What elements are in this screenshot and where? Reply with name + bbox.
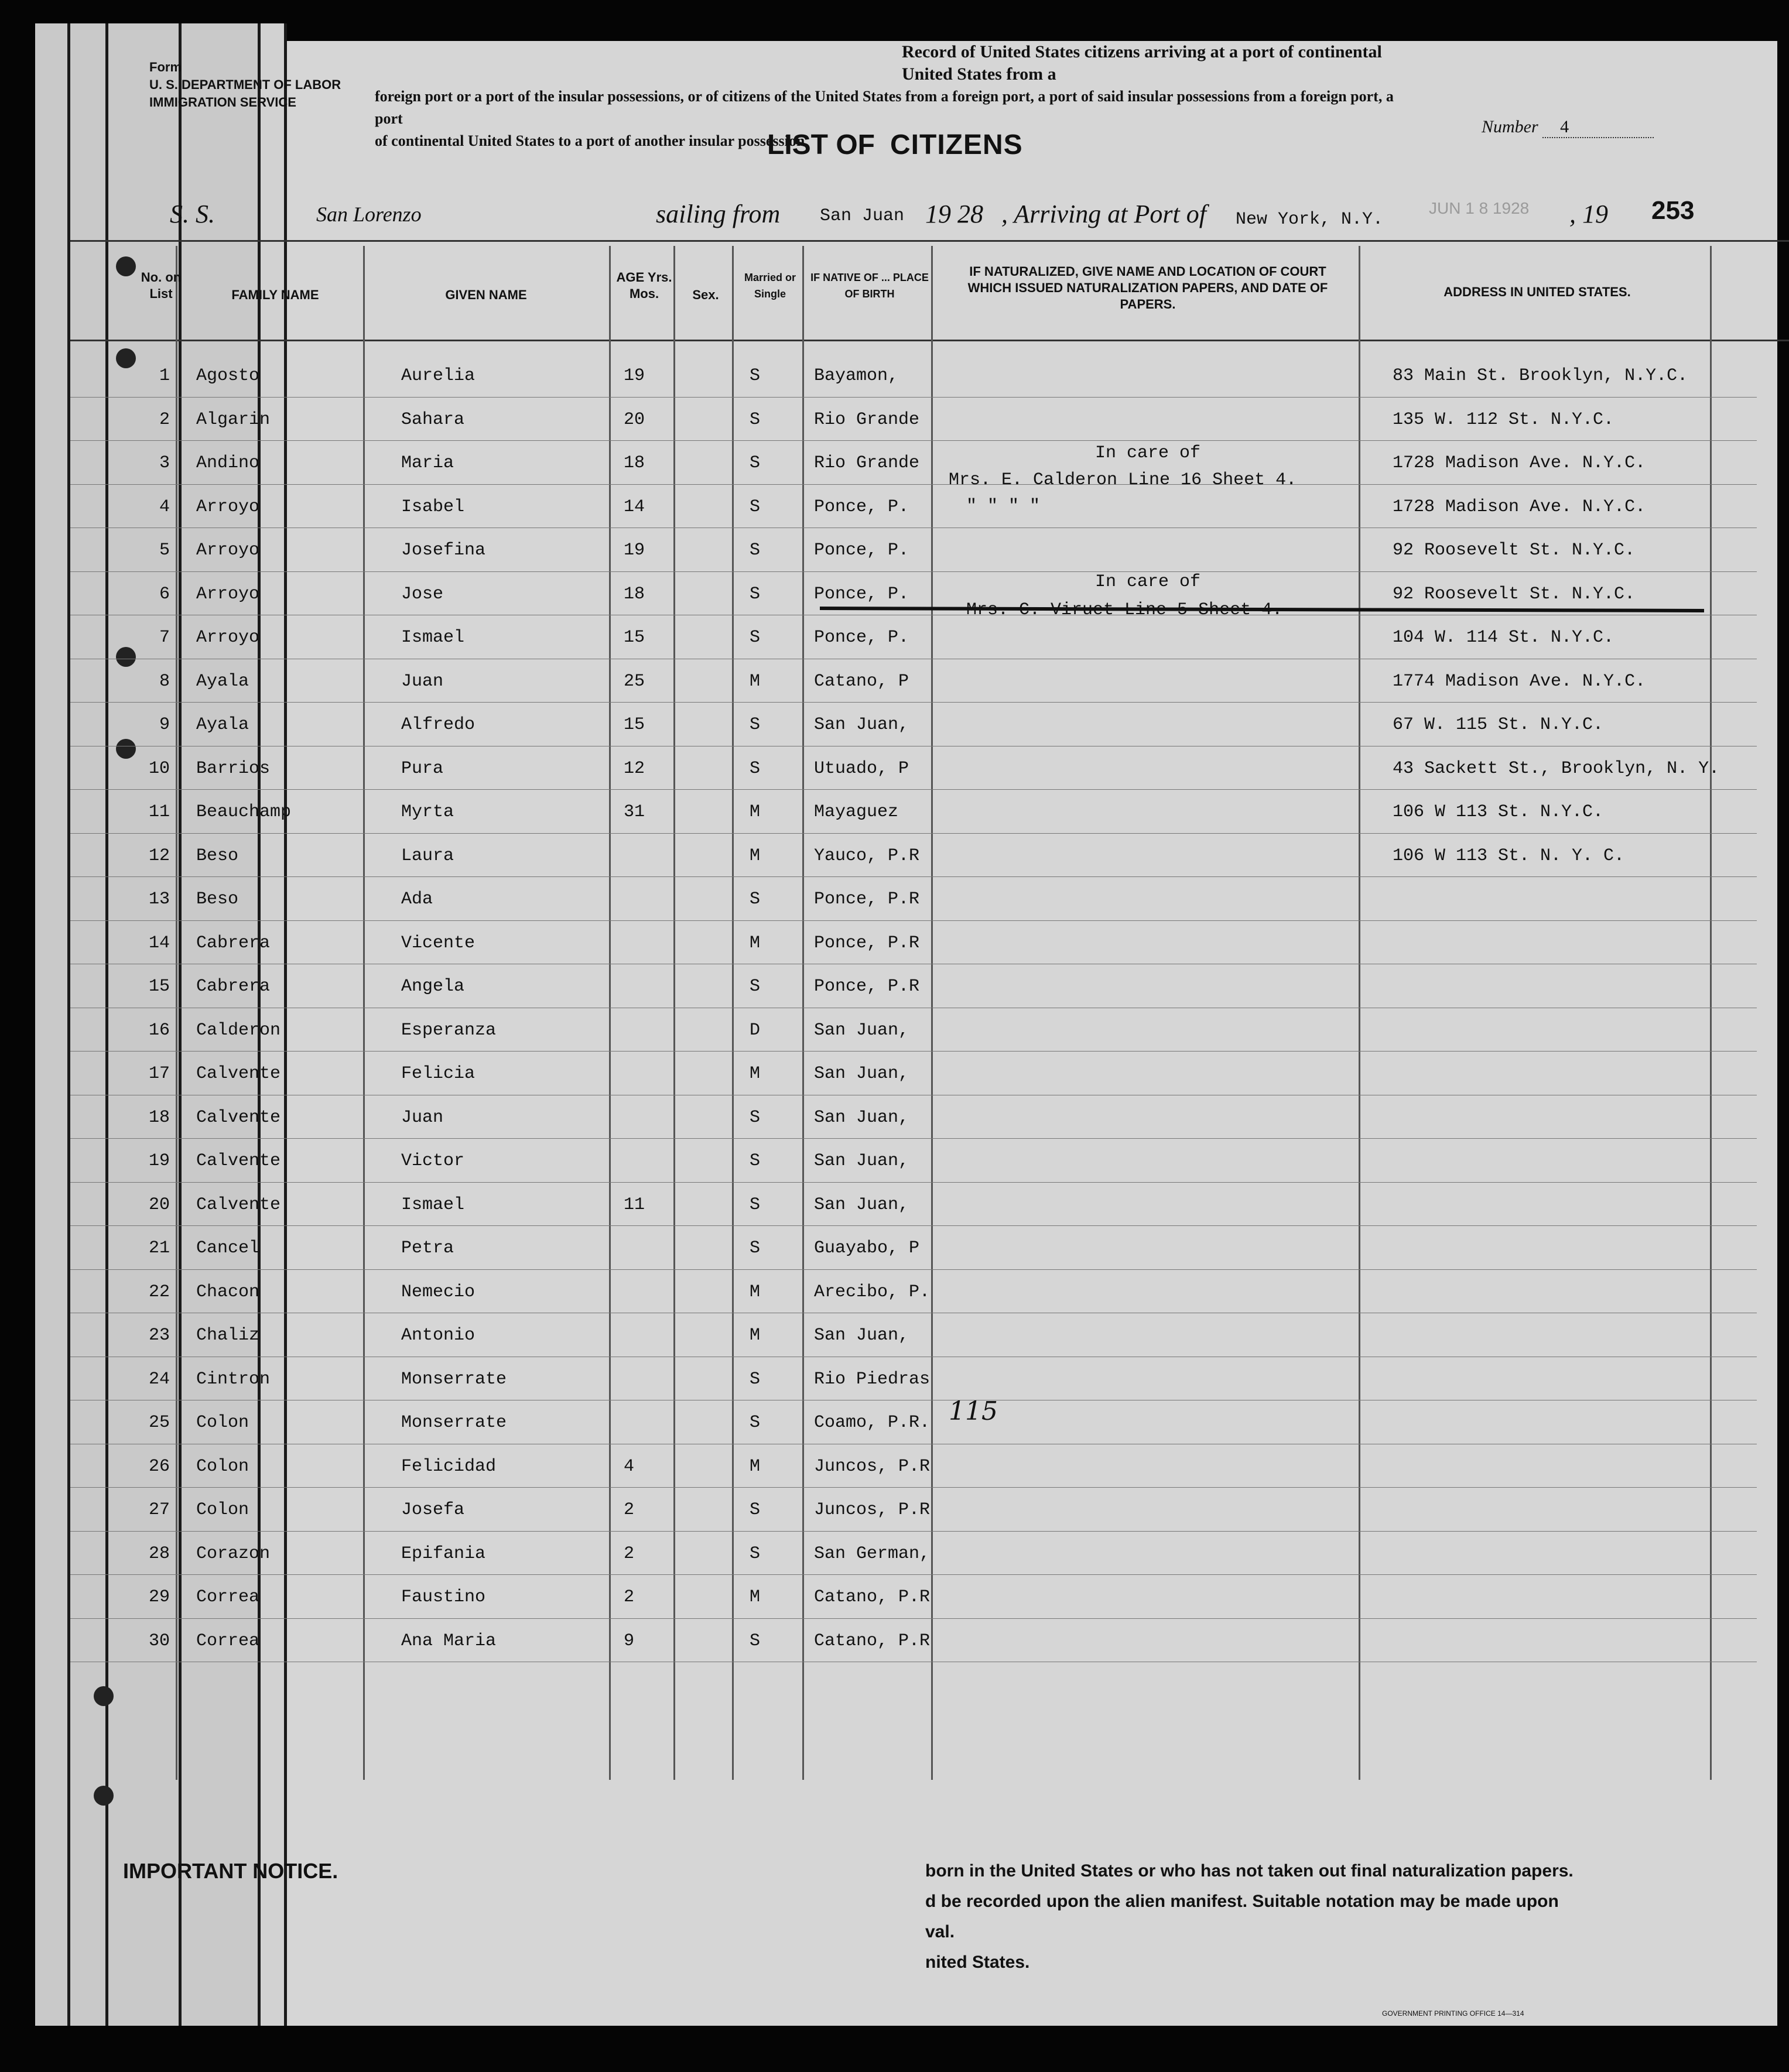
family-name: Cintron bbox=[196, 1369, 271, 1389]
row-rule bbox=[70, 920, 1757, 921]
birthplace: San Juan, bbox=[814, 1151, 909, 1171]
row-rule bbox=[70, 1051, 1757, 1052]
family-name: Algarin bbox=[196, 409, 271, 430]
row-rule bbox=[70, 1225, 1757, 1226]
line-number: 18 bbox=[148, 1107, 170, 1128]
birthplace: San Juan, bbox=[814, 1064, 909, 1084]
given-name: Petra bbox=[401, 1238, 454, 1258]
birthplace: San Juan, bbox=[814, 1020, 909, 1040]
handwritten-number: 115 bbox=[949, 1396, 998, 1426]
birthplace: San Juan, bbox=[814, 715, 909, 735]
row-rule bbox=[70, 1574, 1757, 1575]
sailing-port: San Juan bbox=[820, 206, 905, 226]
age: 25 bbox=[624, 671, 645, 691]
table-row bbox=[70, 1576, 1757, 1619]
line-number: 8 bbox=[159, 671, 170, 691]
marital-status: D bbox=[750, 1020, 761, 1040]
ditto-marks: " " " " bbox=[966, 496, 1041, 516]
given-name: Felicia bbox=[401, 1064, 476, 1084]
family-name: Correa bbox=[196, 1587, 260, 1607]
given-name: Isabel bbox=[401, 496, 465, 517]
line-number: 28 bbox=[148, 1543, 170, 1564]
row-rule bbox=[70, 571, 1757, 572]
line-number: 2 bbox=[159, 409, 170, 430]
marital-status: S bbox=[750, 453, 761, 473]
address: 43 Sackett St., Brooklyn, N. Y. bbox=[1393, 758, 1720, 779]
line-number: 4 bbox=[159, 496, 170, 517]
col-header-family-name: FAMILY NAME bbox=[231, 287, 319, 302]
family-name: Cancel bbox=[196, 1238, 260, 1258]
marital-status: S bbox=[750, 1543, 761, 1564]
line-number: 12 bbox=[148, 845, 170, 866]
marital-status: S bbox=[750, 1238, 761, 1258]
care-note-text: Mrs. E. Calderon Line 16 Sheet 4. bbox=[949, 470, 1297, 490]
table-row bbox=[70, 1009, 1757, 1053]
marital-status: M bbox=[750, 671, 761, 691]
given-name: Sahara bbox=[401, 409, 465, 430]
address: 1728 Madison Ave. N.Y.C. bbox=[1393, 496, 1646, 517]
line-number: 7 bbox=[159, 628, 170, 648]
birthplace: Ponce, P. bbox=[814, 496, 909, 517]
care-note-label: In care of bbox=[1095, 572, 1201, 592]
family-name: Calvente bbox=[196, 1064, 281, 1084]
given-name: Ismael bbox=[401, 628, 465, 648]
family-name: Calderon bbox=[196, 1020, 281, 1040]
header-bottom-rule bbox=[70, 340, 1789, 341]
family-name: Colon bbox=[196, 1500, 249, 1520]
family-name: Cabrera bbox=[196, 933, 271, 953]
given-name: Victor bbox=[401, 1151, 465, 1171]
ship-name: San Lorenzo bbox=[316, 203, 422, 226]
given-name: Antonio bbox=[401, 1326, 476, 1345]
given-name: Juan bbox=[401, 671, 444, 691]
ship-prefix: S. S. bbox=[170, 200, 215, 228]
given-name: Alfredo bbox=[401, 715, 476, 735]
table-row bbox=[70, 354, 1757, 398]
table-row bbox=[70, 1270, 1757, 1314]
given-name: Faustino bbox=[401, 1587, 486, 1607]
address: 83 Main St. Brooklyn, N.Y.C. bbox=[1393, 366, 1688, 386]
family-name: Calvente bbox=[196, 1194, 281, 1215]
row-rule bbox=[70, 440, 1757, 441]
year-label: 19 28 bbox=[925, 200, 983, 228]
line-number: 3 bbox=[159, 453, 170, 473]
birthplace: San Juan, bbox=[814, 1194, 909, 1215]
marital-status: S bbox=[750, 366, 761, 386]
row-rule bbox=[70, 789, 1757, 790]
given-name: Vicente bbox=[401, 933, 476, 953]
given-name: Monserrate bbox=[401, 1413, 507, 1433]
address: 92 Roosevelt St. N.Y.C. bbox=[1393, 540, 1636, 560]
birthplace: Guayabo, P bbox=[814, 1238, 920, 1258]
age: 9 bbox=[624, 1631, 635, 1651]
marital-status: S bbox=[750, 758, 761, 779]
family-name: Beauchamp bbox=[196, 802, 292, 822]
family-name: Calvente bbox=[196, 1107, 281, 1128]
birthplace: Rio Piedras bbox=[814, 1369, 931, 1389]
birthplace: Rio Grande bbox=[814, 453, 920, 473]
age: 11 bbox=[624, 1194, 645, 1215]
table-row bbox=[70, 529, 1757, 573]
age: 15 bbox=[624, 715, 645, 735]
address: 106 W 113 St. N. Y. C. bbox=[1393, 845, 1625, 866]
address: 106 W 113 St. N.Y.C. bbox=[1393, 802, 1604, 822]
line-number: 25 bbox=[148, 1413, 170, 1433]
overlapping-sheet-strip bbox=[35, 23, 70, 2026]
birthplace: Ponce, P. bbox=[814, 540, 909, 560]
marital-status: S bbox=[750, 1107, 761, 1128]
given-name: Nemecio bbox=[401, 1282, 476, 1302]
line-number: 14 bbox=[148, 933, 170, 953]
address: 67 W. 115 St. N.Y.C. bbox=[1393, 715, 1604, 735]
table-row bbox=[70, 965, 1757, 1009]
marital-status: M bbox=[750, 1326, 761, 1345]
table-row bbox=[70, 1401, 1757, 1445]
marital-status: S bbox=[750, 628, 761, 648]
table-row bbox=[70, 1052, 1757, 1096]
row-rule bbox=[70, 1138, 1757, 1139]
given-name: Ana Maria bbox=[401, 1631, 497, 1651]
line-number: 1 bbox=[159, 366, 170, 386]
title-fragment: LIST OF bbox=[767, 129, 875, 160]
col-header-age: AGE Yrs. Mos. bbox=[616, 270, 672, 301]
family-name: Agosto bbox=[196, 366, 260, 386]
punch-hole bbox=[116, 256, 136, 276]
given-name: Felicidad bbox=[401, 1456, 497, 1477]
birthplace: Ponce, P.R bbox=[814, 977, 920, 996]
line-number: 6 bbox=[159, 584, 170, 604]
given-name: Ismael bbox=[401, 1194, 465, 1215]
marital-status: M bbox=[750, 1456, 761, 1477]
age: 4 bbox=[624, 1456, 635, 1477]
given-name: Ada bbox=[401, 889, 433, 909]
punch-hole bbox=[94, 1786, 114, 1806]
col-header-birthplace: IF NATIVE OF ... PLACE OF BIRTH bbox=[810, 272, 929, 300]
table-row bbox=[70, 1183, 1757, 1227]
line-number: 19 bbox=[148, 1151, 170, 1171]
given-name: Laura bbox=[401, 845, 454, 866]
table-row bbox=[70, 1139, 1757, 1183]
table-row bbox=[70, 703, 1757, 747]
table-row bbox=[70, 441, 1757, 485]
line-number: 5 bbox=[159, 540, 170, 560]
family-name: Arroyo bbox=[196, 540, 260, 560]
birthplace: Yauco, P.R bbox=[814, 845, 920, 866]
marital-status: S bbox=[750, 977, 761, 996]
row-rule bbox=[70, 1618, 1757, 1619]
given-name: Josefina bbox=[401, 540, 486, 560]
family-name: Corazon bbox=[196, 1543, 271, 1564]
line-number: 24 bbox=[148, 1369, 170, 1389]
form-department-label: Form U. S. DEPARTMENT OF LABOR IMMIGRATION SERVICE bbox=[149, 60, 341, 109]
passenger-table bbox=[70, 354, 1757, 1759]
birthplace: Ponce, P. bbox=[814, 584, 909, 604]
family-name: Colon bbox=[196, 1413, 249, 1433]
birthplace: Catano, P.R bbox=[814, 1631, 931, 1651]
table-row bbox=[70, 616, 1757, 660]
col-header-married: Married or Single bbox=[744, 272, 796, 300]
family-name: Colon bbox=[196, 1456, 249, 1477]
row-rule bbox=[70, 1531, 1757, 1532]
given-name: Jose bbox=[401, 584, 444, 604]
age: 15 bbox=[624, 628, 645, 648]
marital-status: M bbox=[750, 1064, 761, 1084]
marital-status: S bbox=[750, 1631, 761, 1651]
given-name: Pura bbox=[401, 758, 444, 779]
table-row bbox=[70, 922, 1757, 965]
page-title: CITIZENS bbox=[890, 129, 1023, 160]
row-rule bbox=[70, 397, 1757, 398]
address: 135 W. 112 St. N.Y.C. bbox=[1393, 409, 1614, 430]
marital-status: S bbox=[750, 1500, 761, 1520]
line-number: 10 bbox=[148, 758, 170, 779]
given-name: Epifania bbox=[401, 1543, 486, 1564]
line-number: 26 bbox=[148, 1456, 170, 1477]
line-number: 21 bbox=[148, 1238, 170, 1258]
family-name: Chacon bbox=[196, 1282, 260, 1302]
given-name: Esperanza bbox=[401, 1020, 497, 1040]
birthplace: Ponce, P.R bbox=[814, 933, 920, 953]
line-number: 23 bbox=[148, 1326, 170, 1345]
birthplace: Catano, P bbox=[814, 671, 909, 691]
family-name: Arroyo bbox=[196, 628, 260, 648]
family-name: Arroyo bbox=[196, 496, 260, 517]
line-number: 22 bbox=[148, 1282, 170, 1302]
birthplace: Juncos, P.R bbox=[814, 1500, 931, 1520]
marital-status: S bbox=[750, 540, 761, 560]
table-row bbox=[70, 660, 1757, 704]
marital-status: S bbox=[750, 1194, 761, 1215]
row-rule bbox=[70, 876, 1757, 877]
line-number: 30 bbox=[148, 1631, 170, 1651]
marital-status: M bbox=[750, 1587, 761, 1607]
family-name: Calvente bbox=[196, 1151, 281, 1171]
given-name: Juan bbox=[401, 1107, 444, 1128]
birthplace: Mayaguez bbox=[814, 802, 899, 822]
marital-status: S bbox=[750, 1151, 761, 1171]
family-name: Beso bbox=[196, 845, 239, 866]
age: 19 bbox=[624, 540, 645, 560]
birthplace: Catano, P.R bbox=[814, 1587, 931, 1607]
care-note-label: In care of bbox=[1095, 443, 1201, 463]
marital-status: S bbox=[750, 889, 761, 909]
table-row bbox=[70, 485, 1757, 529]
arriving-port: New York, N.Y. bbox=[1236, 210, 1384, 230]
table-row bbox=[70, 1488, 1757, 1532]
table-row bbox=[70, 834, 1757, 878]
birthplace: San German, bbox=[814, 1543, 931, 1564]
year-suffix: , 19 bbox=[1569, 200, 1608, 228]
given-name: Maria bbox=[401, 453, 454, 473]
table-row bbox=[70, 878, 1757, 922]
col-header-address: ADDRESS IN UNITED STATES. bbox=[1443, 285, 1631, 299]
family-name: Correa bbox=[196, 1631, 260, 1651]
given-name: Aurelia bbox=[401, 366, 476, 386]
line-number: 16 bbox=[148, 1020, 170, 1040]
age: 18 bbox=[624, 453, 645, 473]
sheet-number: 253 bbox=[1651, 196, 1695, 225]
row-rule bbox=[70, 1269, 1757, 1270]
table-row bbox=[70, 1619, 1757, 1663]
marital-status: M bbox=[750, 1282, 761, 1302]
line-number: 15 bbox=[148, 977, 170, 996]
line-number: 17 bbox=[148, 1064, 170, 1084]
table-row bbox=[70, 398, 1757, 442]
family-name: Chaliz bbox=[196, 1326, 260, 1345]
table-row bbox=[70, 747, 1757, 791]
row-rule bbox=[70, 702, 1757, 703]
family-name: Barrios bbox=[196, 758, 271, 779]
age: 2 bbox=[624, 1587, 635, 1607]
age: 20 bbox=[624, 409, 645, 430]
age: 12 bbox=[624, 758, 645, 779]
marital-status: S bbox=[750, 496, 761, 517]
line-number: 11 bbox=[148, 802, 170, 822]
marital-status: S bbox=[750, 409, 761, 430]
given-name: Josefa bbox=[401, 1500, 465, 1520]
birthplace: Bayamon, bbox=[814, 366, 899, 386]
birthplace: Ponce, P.R bbox=[814, 889, 920, 909]
family-name: Ayala bbox=[196, 671, 249, 691]
line-number: 9 bbox=[159, 715, 170, 735]
given-name: Myrta bbox=[401, 802, 454, 822]
birthplace: San Juan, bbox=[814, 1107, 909, 1128]
col-header-line-no: No. on List bbox=[141, 270, 182, 301]
birthplace: Coamo, P.R. bbox=[814, 1413, 931, 1433]
printing-office-mark: GOVERNMENT PRINTING OFFICE 14—314 bbox=[1382, 2009, 1524, 2018]
sailing-label: sailing from bbox=[656, 200, 781, 228]
date-stamp: JUN 1 8 1928 bbox=[1429, 199, 1530, 217]
marital-status: S bbox=[750, 715, 761, 735]
table-row bbox=[70, 1227, 1757, 1270]
table-row bbox=[70, 1096, 1757, 1140]
col-header-given-name: GIVEN NAME bbox=[445, 287, 527, 302]
address: 1728 Madison Ave. N.Y.C. bbox=[1393, 453, 1646, 473]
address: 104 W. 114 St. N.Y.C. bbox=[1393, 628, 1614, 648]
birthplace: Ponce, P. bbox=[814, 628, 909, 648]
birthplace: San Juan, bbox=[814, 1326, 909, 1345]
age: 31 bbox=[624, 802, 645, 822]
marital-status: M bbox=[750, 802, 761, 822]
table-row bbox=[70, 1314, 1757, 1358]
table-row bbox=[70, 1358, 1757, 1402]
marital-status: M bbox=[750, 933, 761, 953]
family-name: Arroyo bbox=[196, 584, 260, 604]
birthplace: Juncos, P.R bbox=[814, 1456, 931, 1477]
row-rule bbox=[70, 833, 1757, 834]
table-top-rule bbox=[70, 240, 1789, 242]
given-name: Monserrate bbox=[401, 1369, 507, 1389]
marital-status: S bbox=[750, 1369, 761, 1389]
age: 14 bbox=[624, 496, 645, 517]
line-number: 13 bbox=[148, 889, 170, 909]
marital-status: S bbox=[750, 584, 761, 604]
row-rule bbox=[70, 484, 1757, 485]
table-row bbox=[70, 1532, 1757, 1576]
marital-status: M bbox=[750, 845, 761, 866]
table-row bbox=[70, 1445, 1757, 1489]
family-name: Ayala bbox=[196, 715, 249, 735]
address: 92 Roosevelt St. N.Y.C. bbox=[1393, 584, 1636, 604]
age: 19 bbox=[624, 366, 645, 386]
age: 2 bbox=[624, 1500, 635, 1520]
intro-text: Record of United States citizens arriving at a port of continental United States from a foreign port or a port of the insular possessions, or of citizens of the United States from a foreign port, a port of said insular possessions from a foreign port, a port of continental United States to a port of another insular possession bbox=[375, 42, 1394, 149]
family-name: Beso bbox=[196, 889, 239, 909]
line-number: 20 bbox=[148, 1194, 170, 1215]
arriving-label: , Arriving at Port of bbox=[1001, 200, 1206, 228]
birthplace: Rio Grande bbox=[814, 409, 920, 430]
col-header-sex: Sex. bbox=[692, 287, 719, 302]
row-rule bbox=[70, 1182, 1757, 1183]
birthplace: Arecibo, P. bbox=[814, 1282, 931, 1302]
table-row bbox=[70, 790, 1757, 834]
col-header-naturalization: IF NATURALIZED, GIVE NAME AND LOCATION OF COURT WHICH ISSUED NATURALIZATION PAPERS, AND DATE OF PAPERS. bbox=[967, 264, 1328, 311]
line-number: 27 bbox=[148, 1500, 170, 1520]
number-field: Number 4 bbox=[1482, 117, 1654, 138]
family-name: Andino bbox=[196, 453, 260, 473]
address: 1774 Madison Ave. N.Y.C. bbox=[1393, 671, 1646, 691]
given-name: Angela bbox=[401, 977, 465, 996]
family-name: Cabrera bbox=[196, 977, 271, 996]
age: 2 bbox=[624, 1543, 635, 1564]
line-number: 29 bbox=[148, 1587, 170, 1607]
age: 18 bbox=[624, 584, 645, 604]
marital-status: S bbox=[750, 1413, 761, 1433]
birthplace: Utuado, P bbox=[814, 758, 909, 779]
row-rule bbox=[70, 1487, 1757, 1488]
